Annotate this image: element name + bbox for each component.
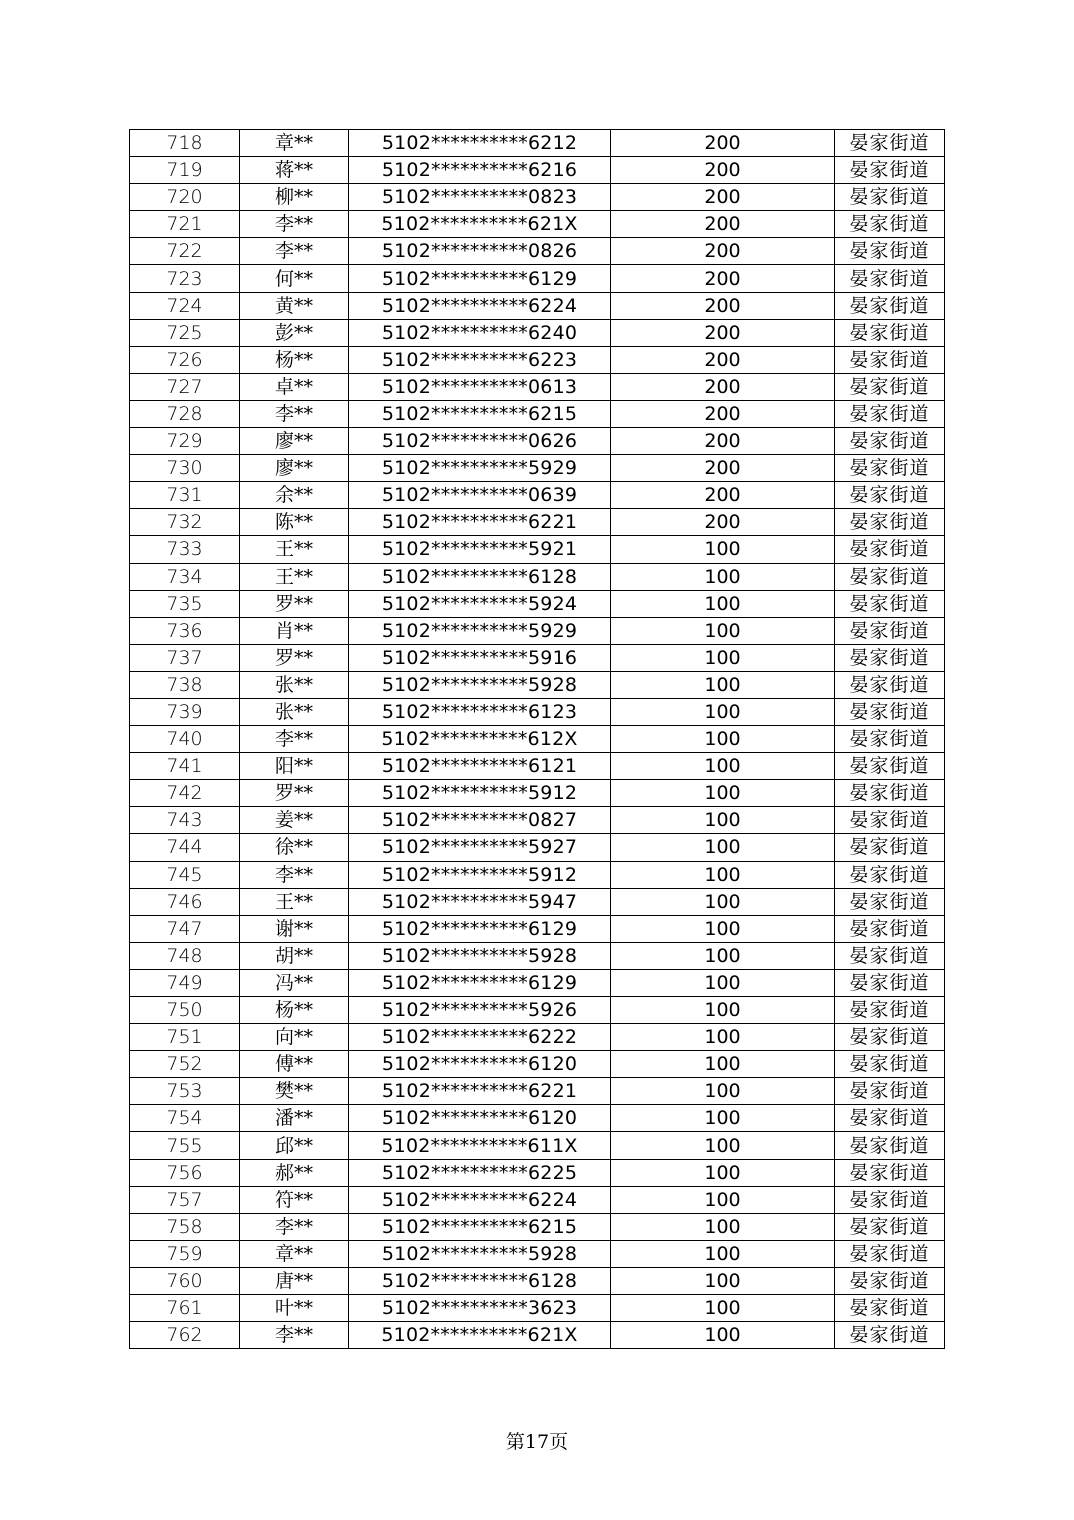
row-number-cell: 729 [130,428,240,455]
street-cell: 晏家街道 [835,969,945,996]
street-cell: 晏家街道 [835,1024,945,1051]
id-number-cell: 5102**********5947 [349,888,611,915]
name-cell: 蒋** [240,157,349,184]
table-row [130,753,945,780]
row-number-cell: 762 [130,1322,240,1349]
id-number-cell: 5102**********5924 [349,590,611,617]
name-cell: 罗** [240,644,349,671]
street-cell: 晏家街道 [835,1132,945,1159]
amount-cell: 100 [611,834,835,861]
row-number-cell: 756 [130,1159,240,1186]
street-cell: 晏家街道 [835,157,945,184]
table-row [130,997,945,1024]
row-number-cell: 737 [130,644,240,671]
table-row [130,1213,945,1240]
amount-cell: 100 [611,1295,835,1322]
page-number: 第17页 [505,1431,569,1453]
amount-cell: 200 [611,346,835,373]
amount-cell: 100 [611,997,835,1024]
id-number-cell: 5102**********0613 [349,373,611,400]
row-number-cell: 750 [130,997,240,1024]
id-number-cell: 5102**********621X [349,1322,611,1349]
amount-cell: 100 [611,1105,835,1132]
name-cell: 章** [240,130,349,157]
amount-cell: 100 [611,1159,835,1186]
id-number-cell: 5102**********612X [349,726,611,753]
id-number-cell: 5102**********6215 [349,400,611,427]
id-number-cell: 5102**********6128 [349,1267,611,1294]
street-cell: 晏家街道 [835,671,945,698]
row-number-cell: 739 [130,698,240,725]
row-number-cell: 721 [130,211,240,238]
row-number-cell: 753 [130,1078,240,1105]
row-number-cell: 748 [130,942,240,969]
row-number-cell: 722 [130,238,240,265]
table-row [130,807,945,834]
name-cell: 罗** [240,780,349,807]
amount-cell: 200 [611,130,835,157]
row-number-cell: 746 [130,888,240,915]
street-cell: 晏家街道 [835,130,945,157]
name-cell: 黄** [240,292,349,319]
table-row [130,482,945,509]
id-number-cell: 5102**********6222 [349,1024,611,1051]
name-cell: 姜** [240,807,349,834]
id-number-cell: 5102**********6123 [349,698,611,725]
table-row [130,1267,945,1294]
table-row [130,563,945,590]
street-cell: 晏家街道 [835,1322,945,1349]
id-number-cell: 5102**********6128 [349,563,611,590]
row-number-cell: 747 [130,915,240,942]
street-cell: 晏家街道 [835,753,945,780]
row-number-cell: 754 [130,1105,240,1132]
table-row [130,1051,945,1078]
table-row [130,400,945,427]
id-number-cell: 5102**********6212 [349,130,611,157]
row-number-cell: 727 [130,373,240,400]
amount-cell: 100 [611,536,835,563]
street-cell: 晏家街道 [835,184,945,211]
id-number-cell: 5102**********6121 [349,753,611,780]
row-number-cell: 752 [130,1051,240,1078]
street-cell: 晏家街道 [835,428,945,455]
id-number-cell: 5102**********5929 [349,617,611,644]
street-cell: 晏家街道 [835,834,945,861]
name-cell: 符** [240,1186,349,1213]
street-cell: 晏家街道 [835,346,945,373]
id-number-cell: 5102**********6221 [349,1078,611,1105]
table-row [130,319,945,346]
roster-table-body [130,130,945,1349]
amount-cell: 200 [611,238,835,265]
name-cell: 潘** [240,1105,349,1132]
amount-cell: 100 [611,1240,835,1267]
name-cell: 李** [240,1213,349,1240]
amount-cell: 100 [611,807,835,834]
name-cell: 胡** [240,942,349,969]
amount-cell: 100 [611,1213,835,1240]
amount-cell: 200 [611,211,835,238]
amount-cell: 200 [611,428,835,455]
name-cell: 廖** [240,455,349,482]
street-cell: 晏家街道 [835,888,945,915]
amount-cell: 200 [611,292,835,319]
amount-cell: 200 [611,319,835,346]
name-cell: 卓** [240,373,349,400]
street-cell: 晏家街道 [835,563,945,590]
row-number-cell: 736 [130,617,240,644]
row-number-cell: 730 [130,455,240,482]
name-cell: 唐** [240,1267,349,1294]
row-number-cell: 726 [130,346,240,373]
row-number-cell: 743 [130,807,240,834]
name-cell: 阳** [240,753,349,780]
name-cell: 谢** [240,915,349,942]
table-row [130,1132,945,1159]
table-row [130,265,945,292]
row-number-cell: 755 [130,1132,240,1159]
amount-cell: 200 [611,509,835,536]
row-number-cell: 757 [130,1186,240,1213]
street-cell: 晏家街道 [835,698,945,725]
amount-cell: 100 [611,726,835,753]
street-cell: 晏家街道 [835,726,945,753]
amount-cell: 100 [611,1267,835,1294]
amount-cell: 100 [611,1132,835,1159]
name-cell: 陈** [240,509,349,536]
id-number-cell: 5102**********5912 [349,780,611,807]
table-row [130,1322,945,1349]
name-cell: 何** [240,265,349,292]
name-cell: 杨** [240,997,349,1024]
id-number-cell: 5102**********6225 [349,1159,611,1186]
id-number-cell: 5102**********0639 [349,482,611,509]
street-cell: 晏家街道 [835,1159,945,1186]
amount-cell: 100 [611,969,835,996]
name-cell: 章** [240,1240,349,1267]
name-cell: 余** [240,482,349,509]
amount-cell: 100 [611,698,835,725]
id-number-cell: 5102**********5928 [349,671,611,698]
name-cell: 李** [240,211,349,238]
id-number-cell: 5102**********5928 [349,942,611,969]
id-number-cell: 5102**********0827 [349,807,611,834]
id-number-cell: 5102**********5926 [349,997,611,1024]
table-row [130,238,945,265]
row-number-cell: 723 [130,265,240,292]
row-number-cell: 720 [130,184,240,211]
table-row [130,617,945,644]
street-cell: 晏家街道 [835,1078,945,1105]
name-cell: 郝** [240,1159,349,1186]
row-number-cell: 733 [130,536,240,563]
street-cell: 晏家街道 [835,455,945,482]
id-number-cell: 5102**********6216 [349,157,611,184]
id-number-cell: 5102**********5912 [349,861,611,888]
id-number-cell: 5102**********621X [349,211,611,238]
table-row [130,211,945,238]
amount-cell: 100 [611,942,835,969]
street-cell: 晏家街道 [835,915,945,942]
row-number-cell: 758 [130,1213,240,1240]
row-number-cell: 725 [130,319,240,346]
id-number-cell: 5102**********5928 [349,1240,611,1267]
street-cell: 晏家街道 [835,238,945,265]
street-cell: 晏家街道 [835,644,945,671]
table-row [130,1159,945,1186]
id-number-cell: 5102**********5927 [349,834,611,861]
name-cell: 张** [240,698,349,725]
amount-cell: 200 [611,157,835,184]
row-number-cell: 761 [130,1295,240,1322]
row-number-cell: 719 [130,157,240,184]
row-number-cell: 734 [130,563,240,590]
amount-cell: 100 [611,753,835,780]
table-row [130,671,945,698]
id-number-cell: 5102**********6215 [349,1213,611,1240]
id-number-cell: 5102**********6221 [349,509,611,536]
amount-cell: 100 [611,590,835,617]
row-number-cell: 735 [130,590,240,617]
name-cell: 向** [240,1024,349,1051]
table-row [130,346,945,373]
table-row [130,184,945,211]
row-number-cell: 759 [130,1240,240,1267]
table-row [130,428,945,455]
amount-cell: 100 [611,671,835,698]
street-cell: 晏家街道 [835,807,945,834]
street-cell: 晏家街道 [835,997,945,1024]
amount-cell: 100 [611,563,835,590]
row-number-cell: 740 [130,726,240,753]
table-row [130,1024,945,1051]
name-cell: 冯** [240,969,349,996]
name-cell: 樊** [240,1078,349,1105]
id-number-cell: 5102**********6224 [349,292,611,319]
amount-cell: 200 [611,482,835,509]
street-cell: 晏家街道 [835,1186,945,1213]
amount-cell: 100 [611,1322,835,1349]
table-row [130,698,945,725]
name-cell: 王** [240,888,349,915]
table-row [130,157,945,184]
id-number-cell: 5102**********3623 [349,1295,611,1322]
name-cell: 邱** [240,1132,349,1159]
id-number-cell: 5102**********611X [349,1132,611,1159]
amount-cell: 200 [611,265,835,292]
table-row [130,590,945,617]
id-number-cell: 5102**********6129 [349,969,611,996]
table-row [130,1186,945,1213]
amount-cell: 100 [611,780,835,807]
amount-cell: 100 [611,915,835,942]
street-cell: 晏家街道 [835,536,945,563]
amount-cell: 100 [611,1024,835,1051]
street-cell: 晏家街道 [835,780,945,807]
name-cell: 彭** [240,319,349,346]
amount-cell: 100 [611,1078,835,1105]
street-cell: 晏家街道 [835,1267,945,1294]
name-cell: 杨** [240,346,349,373]
street-cell: 晏家街道 [835,509,945,536]
name-cell: 徐** [240,834,349,861]
id-number-cell: 5102**********6129 [349,265,611,292]
street-cell: 晏家街道 [835,1295,945,1322]
name-cell: 傅** [240,1051,349,1078]
table-row [130,969,945,996]
id-number-cell: 5102**********0826 [349,238,611,265]
street-cell: 晏家街道 [835,861,945,888]
table-row [130,1105,945,1132]
id-number-cell: 5102**********6240 [349,319,611,346]
name-cell: 王** [240,563,349,590]
id-number-cell: 5102**********6223 [349,346,611,373]
name-cell: 肖** [240,617,349,644]
amount-cell: 200 [611,184,835,211]
row-number-cell: 744 [130,834,240,861]
street-cell: 晏家街道 [835,400,945,427]
table-row [130,1078,945,1105]
street-cell: 晏家街道 [835,1213,945,1240]
amount-cell: 100 [611,1186,835,1213]
name-cell: 张** [240,671,349,698]
table-row [130,292,945,319]
name-cell: 叶** [240,1295,349,1322]
row-number-cell: 724 [130,292,240,319]
row-number-cell: 751 [130,1024,240,1051]
table-row [130,861,945,888]
street-cell: 晏家街道 [835,617,945,644]
id-number-cell: 5102**********6224 [349,1186,611,1213]
row-number-cell: 745 [130,861,240,888]
street-cell: 晏家街道 [835,265,945,292]
table-row [130,130,945,157]
amount-cell: 100 [611,617,835,644]
name-cell: 李** [240,238,349,265]
id-number-cell: 5102**********5929 [349,455,611,482]
name-cell: 王** [240,536,349,563]
table-row [130,1295,945,1322]
table-row [130,888,945,915]
street-cell: 晏家街道 [835,942,945,969]
row-number-cell: 749 [130,969,240,996]
name-cell: 廖** [240,428,349,455]
table-row [130,942,945,969]
street-cell: 晏家街道 [835,1105,945,1132]
row-number-cell: 731 [130,482,240,509]
id-number-cell: 5102**********5916 [349,644,611,671]
row-number-cell: 760 [130,1267,240,1294]
id-number-cell: 5102**********6129 [349,915,611,942]
name-cell: 李** [240,726,349,753]
row-number-cell: 728 [130,400,240,427]
name-cell: 柳** [240,184,349,211]
amount-cell: 100 [611,888,835,915]
id-number-cell: 5102**********0626 [349,428,611,455]
roster-table [129,129,945,1349]
street-cell: 晏家街道 [835,590,945,617]
amount-cell: 100 [611,861,835,888]
table-row [130,455,945,482]
amount-cell: 100 [611,644,835,671]
street-cell: 晏家街道 [835,482,945,509]
row-number-cell: 732 [130,509,240,536]
table-row [130,726,945,753]
table-row [130,644,945,671]
name-cell: 李** [240,400,349,427]
street-cell: 晏家街道 [835,292,945,319]
table-row [130,834,945,861]
name-cell: 李** [240,861,349,888]
street-cell: 晏家街道 [835,319,945,346]
row-number-cell: 738 [130,671,240,698]
name-cell: 罗** [240,590,349,617]
row-number-cell: 741 [130,753,240,780]
table-row [130,373,945,400]
table-row [130,1240,945,1267]
amount-cell: 200 [611,373,835,400]
id-number-cell: 5102**********6120 [349,1051,611,1078]
id-number-cell: 5102**********6120 [349,1105,611,1132]
row-number-cell: 742 [130,780,240,807]
table-row [130,536,945,563]
amount-cell: 100 [611,1051,835,1078]
street-cell: 晏家街道 [835,211,945,238]
street-cell: 晏家街道 [835,1051,945,1078]
amount-cell: 200 [611,455,835,482]
row-number-cell: 718 [130,130,240,157]
street-cell: 晏家街道 [835,1240,945,1267]
street-cell: 晏家街道 [835,373,945,400]
table-row [130,915,945,942]
id-number-cell: 5102**********0823 [349,184,611,211]
name-cell: 李** [240,1322,349,1349]
table-row [130,780,945,807]
amount-cell: 200 [611,400,835,427]
table-row [130,509,945,536]
id-number-cell: 5102**********5921 [349,536,611,563]
